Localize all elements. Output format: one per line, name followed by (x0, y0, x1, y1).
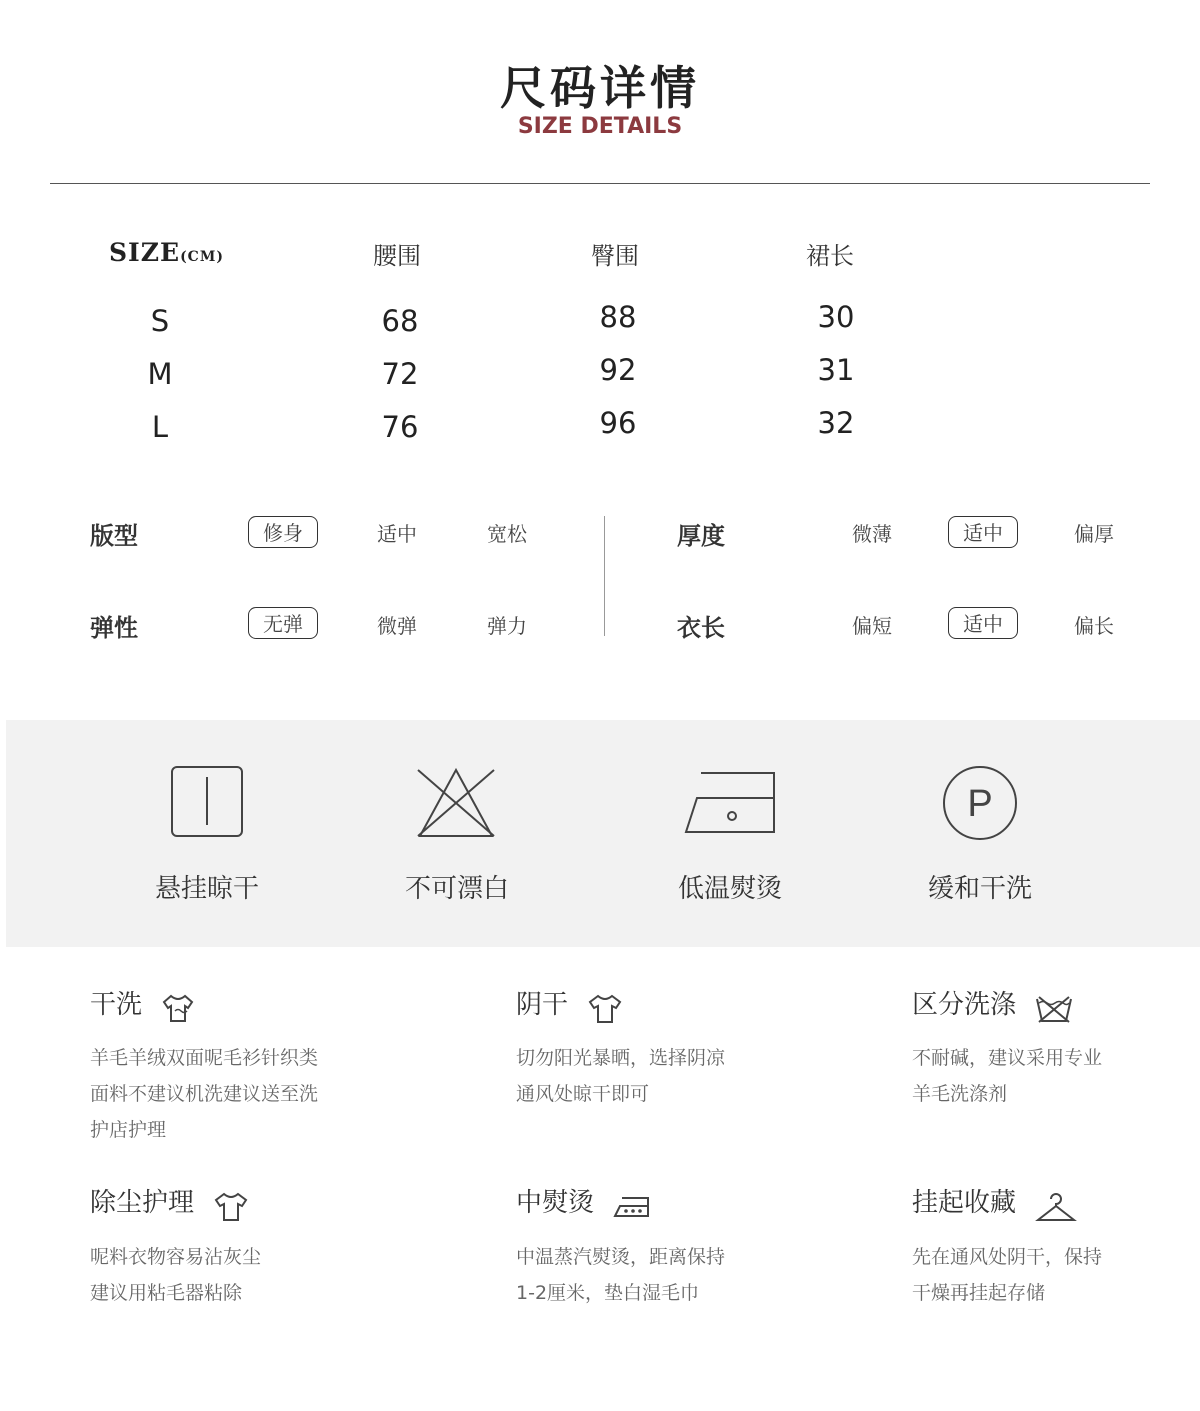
size-cell: M (147, 357, 173, 391)
table-cell: 96 (599, 406, 637, 440)
attr-label-fit: 版型 (90, 522, 138, 550)
attr-label-thickness: 厚度 (677, 522, 725, 550)
tip-line: 羊毛羊绒双面呢毛衫针织类 (90, 1047, 319, 1069)
tip-line: 建议用粘毛器粘除 (90, 1282, 243, 1304)
page-subtitle: SIZE DETAILS (517, 114, 683, 139)
column-header-length: 裙长 (806, 242, 854, 270)
tip-line: 不耐碱，建议采用专业 (912, 1047, 1103, 1069)
care-tip-hang-store (912, 1182, 1077, 1224)
tshirt-icon (213, 1191, 249, 1223)
thickness-option: 偏厚 (1074, 522, 1114, 546)
elasticity-option: 弹力 (487, 614, 527, 638)
no-wash-icon (1035, 994, 1073, 1024)
thickness-option-selected: 适中 (948, 516, 1018, 548)
tip-line: 呢料衣物容易沾灰尘 (90, 1246, 262, 1268)
tip-title: 干洗 (90, 990, 143, 1020)
care-label: 缓和干洗 (927, 874, 1032, 904)
tip-line: 1-2厘米，垫白湿毛巾 (516, 1282, 700, 1304)
table-cell: 31 (817, 353, 855, 387)
tip-title: 挂起收藏 (912, 1188, 1017, 1218)
table-cell: 72 (381, 357, 419, 391)
table-cell: 92 (599, 353, 637, 387)
size-label-unit: (CM) (180, 249, 224, 265)
tip-title: 除尘护理 (90, 1188, 195, 1218)
dry-clean-shirt-icon (161, 993, 195, 1025)
thickness-option: 微薄 (852, 522, 892, 546)
tip-title: 中熨烫 (516, 1188, 595, 1218)
column-header-waist: 腰围 (373, 242, 421, 270)
hang-dry-icon (170, 765, 246, 839)
tip-body (516, 1040, 725, 1112)
tip-line: 先在通风处阴干，保持 (912, 1246, 1103, 1268)
care-tip-dust (90, 1182, 249, 1223)
size-cell: L (151, 410, 169, 444)
tip-line: 切勿阳光暴晒，选择阴凉 (516, 1047, 726, 1069)
tip-line: 羊毛洗涤剂 (912, 1083, 1008, 1105)
tshirt-icon (587, 993, 623, 1025)
dry-clean-p-icon (941, 764, 1019, 842)
column-header-hip: 臀围 (591, 242, 639, 270)
tip-line: 中温蒸汽熨烫，距离保持 (516, 1246, 726, 1268)
length-option: 偏短 (852, 614, 892, 638)
length-option: 偏长 (1074, 614, 1114, 638)
page-title: 尺码详情 (500, 61, 700, 115)
tip-line: 护店护理 (90, 1119, 167, 1141)
care-tip-shade-dry (516, 984, 623, 1025)
elasticity-option: 微弹 (377, 614, 417, 638)
low-iron-icon (683, 770, 779, 836)
tip-title: 阴干 (516, 990, 569, 1020)
table-cell: 76 (381, 410, 419, 444)
no-bleach-icon (414, 766, 500, 840)
table-cell: 30 (817, 300, 855, 334)
tip-body (516, 1239, 725, 1311)
tip-body (912, 1040, 1102, 1112)
header-divider (50, 183, 1150, 184)
table-cell: 88 (599, 300, 637, 334)
tip-body (90, 1040, 318, 1148)
size-cell: S (150, 304, 170, 338)
size-label-main: SIZE (109, 238, 181, 267)
attr-label-length: 衣长 (677, 614, 725, 642)
tip-line: 通风处晾干即可 (516, 1083, 650, 1105)
care-label: 不可漂白 (404, 874, 509, 904)
tip-line: 面料不建议机洗建议送至洗 (90, 1083, 319, 1105)
care-label: 悬挂晾干 (154, 874, 259, 904)
iron-icon (613, 1194, 651, 1220)
tip-title: 区分洗涤 (912, 990, 1017, 1020)
elasticity-option-selected: 无弹 (248, 607, 318, 639)
care-tip-dry-clean (90, 984, 195, 1025)
fit-option-selected: 修身 (248, 516, 318, 548)
care-label: 低温熨烫 (677, 874, 782, 904)
length-option-selected: 适中 (948, 607, 1018, 639)
tip-body (912, 1239, 1102, 1311)
table-cell: 68 (381, 304, 419, 338)
tip-body (90, 1239, 261, 1311)
svg-text:P: P (967, 783, 993, 825)
tip-line: 干燥再挂起存储 (912, 1282, 1046, 1304)
attr-label-elasticity: 弹性 (90, 614, 138, 642)
hanger-icon (1035, 1190, 1077, 1224)
fit-option: 适中 (377, 522, 417, 546)
care-tip-iron (516, 1182, 651, 1220)
care-tip-separate-wash (912, 984, 1073, 1024)
attributes-divider (604, 516, 605, 636)
table-cell: 32 (817, 406, 855, 440)
size-table-label (109, 238, 224, 267)
fit-option: 宽松 (487, 522, 527, 546)
